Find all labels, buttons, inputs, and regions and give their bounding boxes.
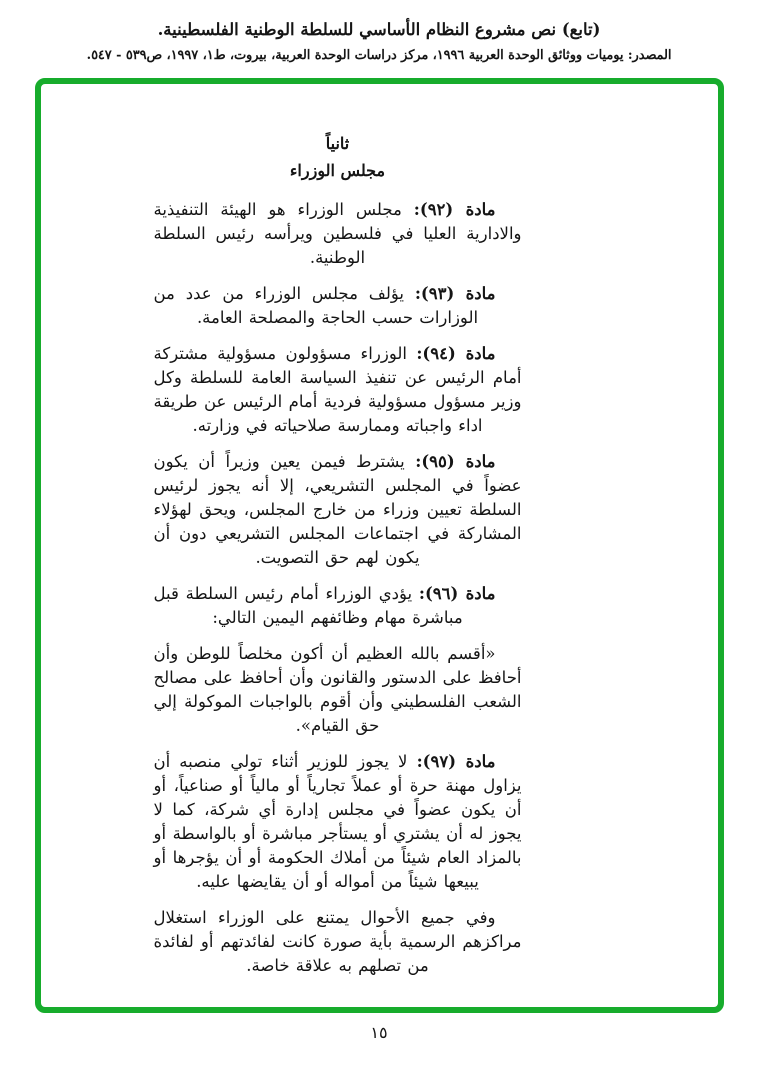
article-paragraph-95 [154, 450, 522, 570]
section-title: مجلس الوزراء [289, 161, 386, 180]
document-header [0, 0, 758, 63]
article-text: يشترط فيمن يعين وزيراً أن يكون عضواً في المجلس التشريعي، إلا أنه يجوز لرئيس السلطة تعيين وزراء من خارج المجلس، ويحق لهؤلاء المشاركة في اجتماعات المجلس التشريعي دون أن يكون لهم حق التصويت. [153, 452, 522, 567]
article-paragraph-92 [154, 198, 522, 270]
article-label: مادة (٩٧): [416, 752, 496, 771]
article-text: يؤلف مجلس الوزراء من عدد من الوزارات حسب الحاجة والمصلحة العامة. [153, 284, 479, 327]
document-body [154, 84, 522, 978]
document-title: (تابع) نص مشروع النظام الأساسي للسلطة الوطنية الفلسطينية. [157, 20, 601, 39]
article-text: وفي جميع الأحوال يمتنع على الوزراء استغلال مراكزهم الرسمية بأية صورة كانت لفائدتهم أو لفائدة من تصلهم به علاقة خاصة. [153, 908, 522, 975]
article-paragraph-97 [154, 750, 522, 894]
article-label: مادة (٩٦): [418, 584, 496, 603]
article-paragraph-94 [154, 342, 522, 438]
closing-paragraph [154, 906, 522, 978]
article-label: مادة (٩٣): [414, 284, 496, 303]
green-highlight-frame [35, 78, 724, 1013]
article-label: مادة (٩٥): [415, 452, 496, 471]
article-text: لا يجوز للوزير أثناء تولي منصبه أن يزاول مهنة حرة أو عملاً تجارياً أو مالياً أو صناعياً، أو أن يكون عضواً في مجلس إدارة أي شركة، كما لا يجوز له أن يشتري أو يستأجر مباشرة أو بالواسطة أو بالمزاد العام شيئاً من أملاك الحكومة أو أن يؤجرها أو يبيعها شيئاً من أمواله أو أن يقايضها عليه. [153, 752, 522, 891]
article-text: «أقسم بالله العظيم أن أكون مخلصاً للوطن وأن أحافظ على الدستور والقانون وأن أحافظ على مصالح الشعب الفلسطيني وأن أقوم بالواجبات الموكولة إلي حق القيام». [153, 644, 522, 735]
source-citation: المصدر: يوميات ووثائق الوحدة العربية ١٩٩٦، مركز دراسات الوحدة العربية، بيروت، ط١، ١٩٩٧، ص٥٣٩ - ٥٤٧. [86, 48, 672, 63]
article-text: يؤدي الوزراء أمام رئيس السلطة قبل مباشرة مهام وظائفهم اليمين التالي: [153, 584, 463, 627]
oath-paragraph [154, 642, 522, 738]
section-kicker: ثانياً [325, 134, 350, 153]
article-label: مادة (٩٤): [416, 344, 496, 363]
page-number: ١٥ [370, 1023, 388, 1042]
article-paragraph-96 [154, 582, 522, 630]
article-text: الوزراء مسؤولون مسؤولية مشتركة أمام الرئيس عن تنفيذ السياسة العامة للسلطة وكل وزير مسؤول مسؤولية فردية أمام الرئيس عن طريقة اداء واجباته وممارسة صلاحياته في وزارته. [153, 344, 522, 435]
article-text: مجلس الوزراء هو الهيئة التنفيذية والادارية العليا في فلسطين ويرأسه رئيس السلطة الوطنية. [153, 200, 522, 267]
article-paragraph-93 [154, 282, 522, 330]
article-label: مادة (٩٢): [413, 200, 496, 219]
